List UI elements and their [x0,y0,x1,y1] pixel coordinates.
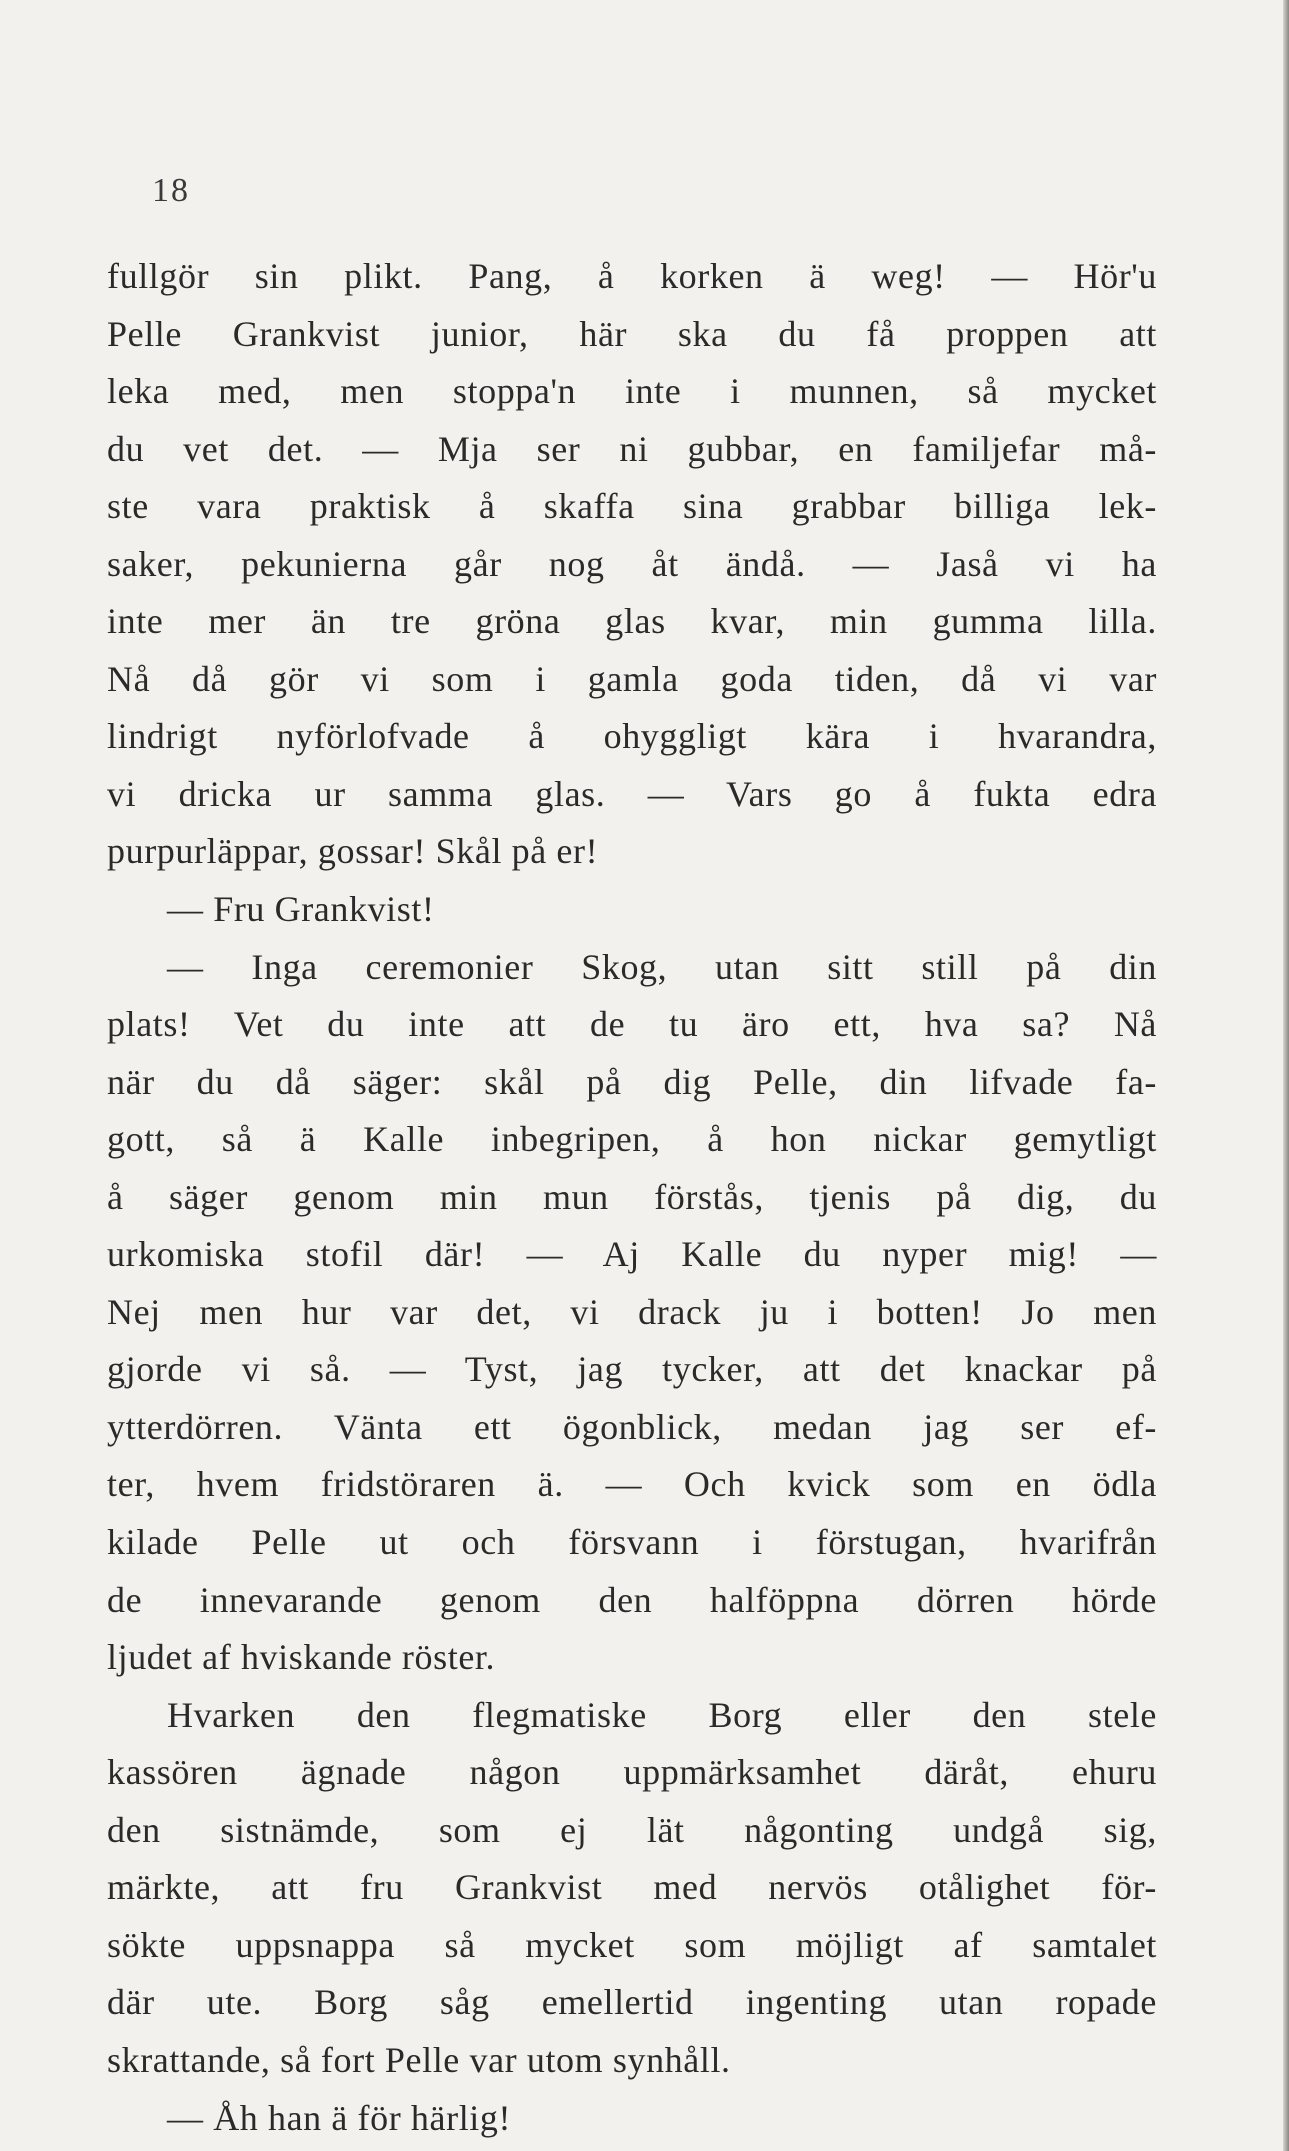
text-line: ljudet af hviskande röster. [107,1637,496,1678]
text-line: gjorde vi så. — Tyst, jag tycker, att det knackar på [107,1349,1157,1390]
text-line: purpurläppar, gossar! Skål på er! [107,831,599,872]
body-text [107,248,1157,2147]
text-line: plats! Vet du inte att de tu äro ett, hva sa? Nå [107,1004,1157,1045]
text-line: Pelle Grankvist junior, här ska du få proppen att [107,313,1157,354]
text-line: vi dricka ur samma glas. — Vars go å fukta edra [107,773,1157,814]
text-line: de innevarande genom den halföppna dörren hörde [107,1579,1157,1620]
text-line: du vet det. — Mja ser ni gubbar, en familjefar må- [107,428,1157,469]
text-line: gott, så ä Kalle inbegripen, å hon nickar gemytligt [107,1119,1157,1160]
text-line: lindrigt nyförlofvade å ohyggligt kära i hvarandra, [107,716,1157,757]
text-line: fullgör sin plikt. Pang, å korken ä weg! — Hör'u [107,256,1157,296]
text-line: ter, hvem fridstöraren ä. — Och kvick som en ödla [107,1464,1157,1505]
text-line: där ute. Borg såg emellertid ingenting utan ropade [107,1982,1157,2023]
page-edge [1283,0,1289,2151]
text-line: — Åh han ä för härlig! [167,2097,512,2138]
text-line: leka med, men stoppa'n inte i munnen, så mycket [107,371,1157,412]
text-line: när du då säger: skål på dig Pelle, din lifvade fa- [107,1061,1157,1102]
text-line: å säger genom min mun förstås, tjenis på dig, du [107,1176,1157,1217]
text-line: ste vara praktisk å skaffa sina grabbar billiga lek- [107,486,1157,527]
text-line: skrattande, så fort Pelle var utom synhåll. [107,2039,731,2080]
text-line: sökte uppsnappa så mycket som möjligt af samtalet [107,1924,1157,1965]
text-line: — Fru Grankvist! [167,889,435,930]
text-line: Nej men hur var det, vi drack ju i botten! Jo men [107,1291,1157,1332]
text-line: märkte, att fru Grankvist med nervös otålighet för- [107,1867,1157,1908]
text-line: urkomiska stofil där! — Aj Kalle du nyper mig! — [107,1234,1157,1275]
page-number: 18 [152,172,190,209]
text-line: den sistnämde, som ej lät någonting undgå sig, [107,1809,1157,1850]
text-line: Hvarken den flegmatiske Borg eller den stele [167,1694,1157,1735]
text-line: kassören ägnade någon uppmärksamhet däråt, ehuru [107,1752,1157,1793]
text-line: inte mer än tre gröna glas kvar, min gumma lilla. [107,601,1157,642]
text-line: ytterdörren. Vänta ett ögonblick, medan jag ser ef- [107,1406,1157,1447]
text-line: — Inga ceremonier Skog, utan sitt still på din [167,946,1157,987]
text-line: kilade Pelle ut och försvann i förstugan, hvarifrån [107,1522,1157,1563]
text-line: saker, pekunierna går nog åt ändå. — Jaså vi ha [107,543,1157,584]
text-line: Nå då gör vi som i gamla goda tiden, då vi var [107,658,1157,699]
